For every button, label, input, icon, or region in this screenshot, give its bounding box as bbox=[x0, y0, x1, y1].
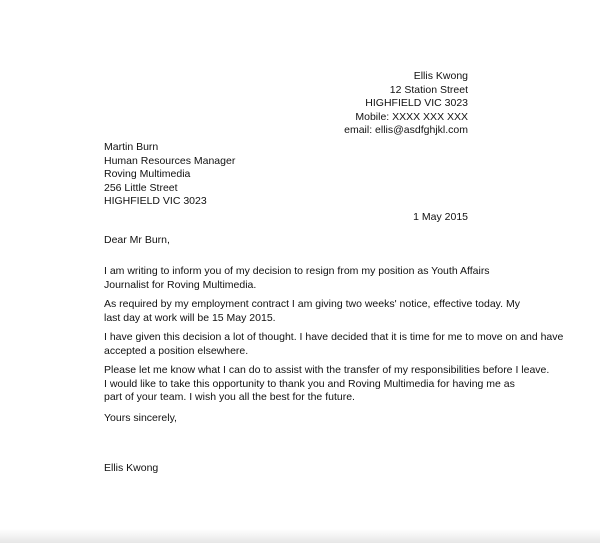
paragraph bbox=[104, 265, 490, 292]
sender-address-block bbox=[344, 70, 468, 138]
letter-date: 1 May 2015 bbox=[413, 211, 468, 223]
paragraph-line: part of your team. I wish you all the best for the future. bbox=[104, 391, 355, 403]
recipient-address-block bbox=[104, 141, 235, 209]
page-bottom-shadow bbox=[0, 529, 600, 543]
recipient-company: Roving Multimedia bbox=[104, 168, 191, 180]
closing: Yours sincerely, bbox=[104, 412, 177, 424]
recipient-title: Human Resources Manager bbox=[104, 154, 236, 167]
salutation: Dear Mr Burn, bbox=[104, 234, 170, 246]
sender-street: 12 Station Street bbox=[389, 83, 468, 96]
paragraph-line: I would like to take this opportunity to thank you and Roving Multimedia for having me as bbox=[104, 377, 515, 390]
paragraph-line: I am writing to inform you of my decision to resign from my position as Youth Affairs bbox=[104, 265, 490, 277]
paragraph-line: accepted a position elsewhere. bbox=[104, 344, 249, 357]
paragraph bbox=[104, 331, 564, 358]
recipient-street: 256 Little Street bbox=[104, 181, 178, 194]
paragraph-line: Journalist for Roving Multimedia. bbox=[104, 278, 257, 291]
sender-mobile: Mobile: XXXX XXX XXX bbox=[355, 110, 468, 123]
signature-name: Ellis Kwong bbox=[104, 462, 159, 474]
paragraph-line: As required by my employment contract I am giving two weeks' notice, effective today. My bbox=[104, 298, 520, 310]
paragraph-line: last day at work will be 15 May 2015. bbox=[104, 311, 276, 324]
paragraph bbox=[104, 364, 550, 405]
recipient-city: HIGHFIELD VIC 3023 bbox=[104, 195, 207, 207]
paragraph-line: I have given this decision a lot of thought. I have decided that it is time for me to move on and have bbox=[104, 331, 564, 343]
sender-city: HIGHFIELD VIC 3023 bbox=[365, 97, 468, 109]
paragraph bbox=[104, 298, 520, 325]
paragraph-line: Please let me know what I can do to assist with the transfer of my responsibilities before I leave. bbox=[104, 364, 550, 376]
sender-email: email: ellis@asdfghjkl.com bbox=[344, 124, 468, 136]
sender-name: Ellis Kwong bbox=[413, 70, 468, 82]
letter-body bbox=[104, 265, 564, 411]
recipient-name: Martin Burn bbox=[104, 141, 159, 153]
